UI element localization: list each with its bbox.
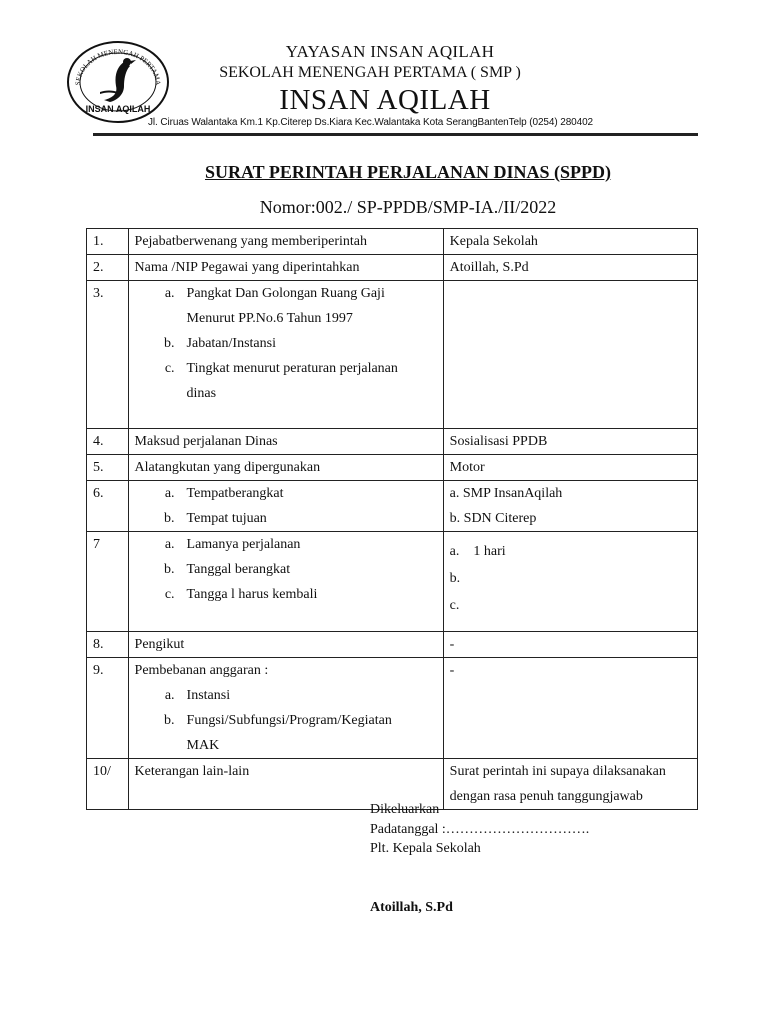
item-letter: b. [164,713,175,728]
row-number: 4. [87,429,129,455]
item-letter: b. [164,562,175,577]
school-address: Jl. Ciruas Walantaka Km.1 Kp.Citerep Ds.Kiara Kec.Walantaka Kota SerangBantenTelp (0254) 280402 [148,117,594,128]
item-letter: b. [164,336,175,351]
row-number: 6. [87,481,129,532]
row-description: Alatangkutan yang dipergunakan [128,455,443,481]
table-row [87,455,698,481]
list-item [135,532,437,557]
item-letter: b. [449,571,461,586]
item-text: dinas [186,386,217,401]
item-letter: a. [164,688,175,703]
item-letter: a. [164,537,175,552]
list-item [135,582,437,607]
item-letter: a. [164,486,175,501]
row-description [128,532,443,632]
value-line [450,538,691,565]
table-row [87,632,698,658]
item-text: Fungsi/Subfungsi/Program/Kegiatan [186,713,392,728]
document-title: SURAT PERINTAH PERJALANAN DINAS (SPPD) [204,162,612,182]
value-line: b. SDN Citerep [449,511,537,526]
row-number: 7 [87,532,129,632]
row-description [128,658,443,759]
list-item [135,281,437,331]
row-intro: Pembebanan anggaran : [134,663,269,678]
item-text: Jabatan/Instansi [186,336,276,351]
item-letter: a. [449,544,460,559]
issuance-block [370,800,589,859]
row-value [443,281,697,429]
row-value: Kepala Sekolah [443,229,697,255]
sppd-table [86,228,698,810]
list-item [135,331,437,356]
item-text: 1 hari [473,544,506,559]
row-description: Maksud perjalanan Dinas [128,429,443,455]
item-text: Tingkat menurut peraturan perjalanan [186,361,398,376]
school-logo [66,40,170,124]
row-number: 10/ [87,759,129,810]
value-line [450,592,691,619]
row-description [128,281,443,429]
row-value: Sosialisasi PPDB [443,429,697,455]
list-item [135,708,437,758]
value-line: Surat perintah ini supaya dilaksanakan [449,764,666,779]
list-item [135,356,437,406]
item-text: MAK [186,738,220,753]
row-number: 9. [87,658,129,759]
svg-text:SEKOLAH MENENGAH PERTAMA: SEKOLAH MENENGAH PERTAMA [73,47,163,86]
item-letter: b. [164,511,175,526]
issued-date: Padatanggal :…………………………. [370,821,590,837]
row-value: Motor [443,455,697,481]
list-item [135,683,437,708]
foundation-name: YAYASAN INSAN AQILAH [285,42,495,61]
letterhead-rule [93,133,698,136]
item-text: Pangkat Dan Golongan Ruang Gaji [186,286,385,301]
table-row [87,281,698,429]
row-value [443,481,697,532]
row-description [128,481,443,532]
table-row [87,229,698,255]
table-row [87,429,698,455]
item-text: Tempat tujuan [186,511,267,526]
row-number: 5. [87,455,129,481]
item-text: Tempatberangkat [186,486,284,501]
item-text: Tangga l harus kembali [186,587,318,602]
document-number: Nomor:002./ SP-PPDB/SMP-IA./II/2022 [259,197,557,217]
item-text: Tanggal berangkat [186,562,291,577]
item-text: Menurut PP.No.6 Tahun 1997 [186,311,353,326]
item-letter: c. [449,598,460,613]
item-letter: c. [164,361,175,376]
row-number: 8. [87,632,129,658]
school-name: INSAN AQILAH [279,84,491,116]
issued-label: Dikeluarkan [370,802,440,817]
list-item [135,506,437,531]
row-description: Pejabatberwenang yang memberiperintah [128,229,443,255]
row-value: - [443,658,697,759]
signer-title: Plt. Kepala Sekolah [370,841,481,856]
row-number: 1. [87,229,129,255]
table-row [87,532,698,632]
row-number: 3. [87,281,129,429]
value-line: dengan rasa penuh tanggungjawab [449,789,643,804]
value-line [450,565,691,592]
school-level: SEKOLAH MENENGAH PERTAMA ( SMP ) [219,64,521,81]
list-item [135,481,437,506]
signer-name: Atoillah, S.Pd [370,900,453,915]
row-description: Pengikut [128,632,443,658]
item-text: Lamanya perjalanan [186,537,301,552]
table-row [87,481,698,532]
list-item [135,557,437,582]
item-letter: c. [164,587,175,602]
value-line: a. SMP InsanAqilah [449,486,563,501]
row-value: Atoillah, S.Pd [443,255,697,281]
row-value [443,532,697,632]
table-row [87,658,698,759]
row-value: - [443,632,697,658]
row-number: 2. [87,255,129,281]
table-row [87,255,698,281]
item-text: Instansi [186,688,231,703]
item-letter: a. [164,286,175,301]
row-description: Nama /NIP Pegawai yang diperintahkan [128,255,443,281]
svg-text:INSAN AQILAH: INSAN AQILAH [85,104,151,114]
row-description: Keterangan lain-lain [128,759,443,810]
